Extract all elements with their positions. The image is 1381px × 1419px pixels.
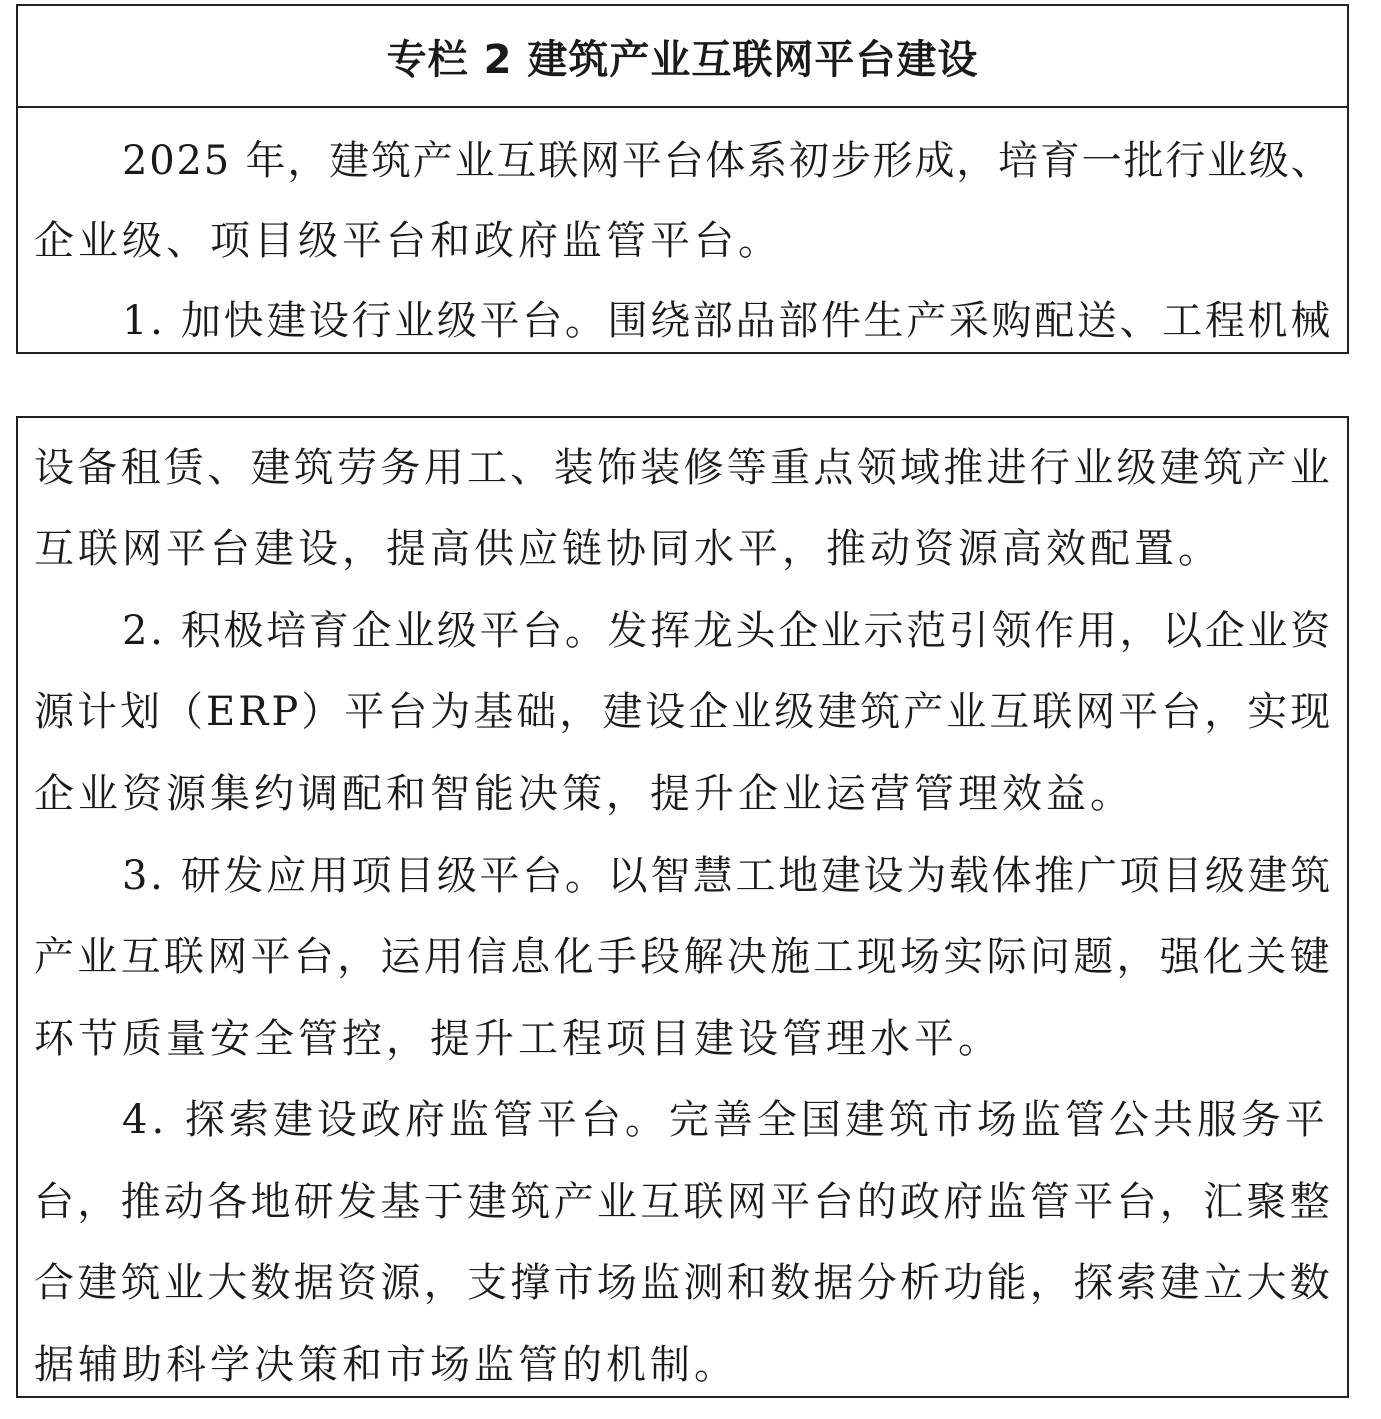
text-line: 互联网平台建设，提高供应链协同水平，推动资源高效配置。 (34, 526, 1222, 572)
text-line: 源计划（ERP）平台为基础，建设企业级建筑产业互联网平台，实现 (34, 689, 1334, 735)
column-title: 专栏 2 建筑产业互联网平台建设 (18, 6, 1347, 108)
text-line: 3. 研发应用项目级平台。以智慧工地建设为载体推广项目级建筑 (122, 853, 1333, 899)
text-line: 企业级、项目级平台和政府监管平台。 (34, 218, 782, 264)
text-line: 合建筑业大数据资源，支撑市场监测和数据分析功能，探索建立大数 (34, 1260, 1333, 1306)
text-line: 4. 探索建设政府监管平台。完善全国建筑市场监管公共服务平 (122, 1097, 1329, 1143)
text-line: 台，推动各地研发基于建筑产业互联网平台的政府监管平台，汇聚整 (34, 1179, 1333, 1225)
column-box-bottom (16, 416, 1349, 1398)
text-line: 产业互联网平台，运用信息化手段解决施工现场实际问题，强化关键 (34, 934, 1333, 980)
text-line: 1. 加快建设行业级平台。围绕部品部件生产采购配送、工程机械 (122, 298, 1333, 344)
text-line: 企业资源集约调配和智能决策，提升企业运营管理效益。 (34, 771, 1134, 817)
text-line: 据辅助科学决策和市场监管的机制。 (34, 1342, 738, 1388)
text-line: 环节质量安全管控，提升工程项目建设管理水平。 (34, 1016, 1002, 1062)
text-line: 2025 年，建筑产业互联网平台体系初步形成，培育一批行业级、 (122, 138, 1333, 184)
text-line: 设备租赁、建筑劳务用工、装饰装修等重点领域推进行业级建筑产业 (34, 445, 1333, 491)
column-box-top (16, 4, 1349, 354)
text-line: 2. 积极培育企业级平台。发挥龙头企业示范引领作用，以企业资 (122, 608, 1333, 654)
